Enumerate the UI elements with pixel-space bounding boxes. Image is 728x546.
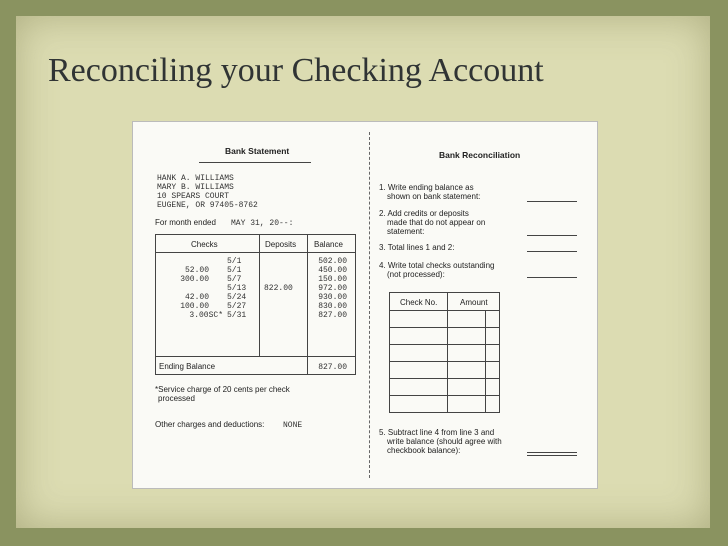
step3-answer-line: [527, 251, 577, 252]
transaction-date: 5/13: [227, 284, 247, 293]
period-value: MAY 31, 20--:: [231, 219, 294, 228]
oc-table-row-rule: [389, 378, 499, 379]
step5-answer-line: [527, 452, 577, 453]
table-top-rule: [155, 234, 355, 235]
address-line: MARY B. WILLIAMS: [157, 183, 234, 192]
service-charge-note: *Service charge of 20 cents per check: [155, 385, 290, 394]
step3-line: 3. Total lines 1 and 2:: [379, 243, 455, 252]
other-charges-value: NONE: [283, 421, 303, 430]
service-charge-note-cont: processed: [158, 394, 195, 403]
oc-table-row-rule: [389, 395, 499, 396]
balance-value: 450.00: [318, 266, 347, 275]
table-header-rule: [155, 252, 355, 253]
check-amount: 42.00: [184, 293, 209, 302]
ending-balance-value: 827.00: [318, 363, 347, 372]
table-right-border: [355, 234, 356, 375]
bank-reconciliation-heading: Bank Reconciliation: [439, 150, 521, 160]
step4-answer-line: [527, 277, 577, 278]
oc-table-row-rule: [389, 344, 499, 345]
col-header-balance: Balance: [314, 240, 343, 249]
transaction-date: 5/24: [227, 293, 247, 302]
address-block: [157, 174, 258, 210]
oc-header-amount: Amount: [460, 298, 488, 307]
step2-line: made that do not appear on: [387, 218, 486, 227]
column-divider: [259, 234, 260, 357]
col-header-checks: Checks: [191, 240, 218, 249]
reconciliation-worksheet: [132, 121, 598, 489]
oc-header-check-no: Check No.: [400, 298, 438, 307]
balance-value: 830.00: [318, 302, 347, 311]
table-bottom-rule: [155, 356, 355, 357]
step1-answer-line: [527, 201, 577, 202]
oc-table-border: [499, 292, 500, 413]
check-amount: 300.00: [180, 275, 209, 284]
oc-table-border: [447, 292, 448, 413]
other-charges-label: Other charges and deductions:: [155, 420, 265, 429]
transaction-date: 5/31: [227, 311, 247, 320]
step2-line: 2. Add credits or deposits: [379, 209, 469, 218]
transaction-date: 5/27: [227, 302, 247, 311]
oc-table-row-rule: [389, 327, 499, 328]
step1-line: 1. Write ending balance as: [379, 183, 474, 192]
step4-line: (not processed):: [387, 270, 445, 279]
bank-statement-heading: Bank Statement: [225, 146, 290, 156]
column-divider: [307, 356, 308, 375]
balance-value: 502.00: [318, 257, 347, 266]
col-header-deposits: Deposits: [265, 240, 297, 249]
balance-value: 972.00: [318, 284, 347, 293]
check-amount: 3.00SC*: [189, 311, 223, 320]
oc-table-bottom: [389, 412, 499, 413]
check-amount: 100.00: [180, 302, 209, 311]
transaction-date: 5/1: [227, 266, 242, 275]
oc-table-border: [485, 310, 486, 413]
column-divider: [307, 234, 308, 357]
transaction-date: 5/7: [227, 275, 242, 284]
oc-table-row-rule: [389, 310, 499, 311]
address-line: HANK A. WILLIAMS: [157, 174, 234, 183]
address-line: 10 SPEARS COURT: [157, 192, 230, 201]
oc-table-row-rule: [389, 361, 499, 362]
step5-line: write balance (should agree with: [387, 437, 502, 446]
fold-divider: [369, 132, 370, 478]
step1-line: shown on bank statement:: [387, 192, 481, 201]
ending-balance-label: Ending Balance: [159, 362, 216, 371]
balance-value: 930.00: [318, 293, 347, 302]
oc-table-top: [389, 292, 499, 293]
check-amount: 52.00: [184, 266, 209, 275]
heading-rule: [199, 162, 311, 163]
step2-answer-line: [527, 235, 577, 236]
step4-line: 4. Write total checks outstanding: [379, 261, 495, 270]
step5-answer-double-line: [527, 455, 577, 456]
deposit-amount: 822.00: [264, 284, 293, 293]
balance-value: 150.00: [318, 275, 347, 284]
step5-line: 5. Subtract line 4 from line 3 and: [379, 428, 495, 437]
ending-row-rule: [155, 374, 355, 375]
step2-line: statement:: [387, 227, 425, 236]
oc-table-border: [389, 292, 390, 413]
balance-value: 827.00: [318, 311, 347, 320]
step5-line: checkbook balance):: [387, 446, 461, 455]
slide-title: Reconciling your Checking Account: [48, 52, 544, 89]
address-line: EUGENE, OR 97405-8762: [157, 201, 258, 210]
transaction-date: 5/1: [227, 257, 242, 266]
period-label: For month ended: [155, 218, 216, 227]
table-left-border: [155, 234, 156, 375]
